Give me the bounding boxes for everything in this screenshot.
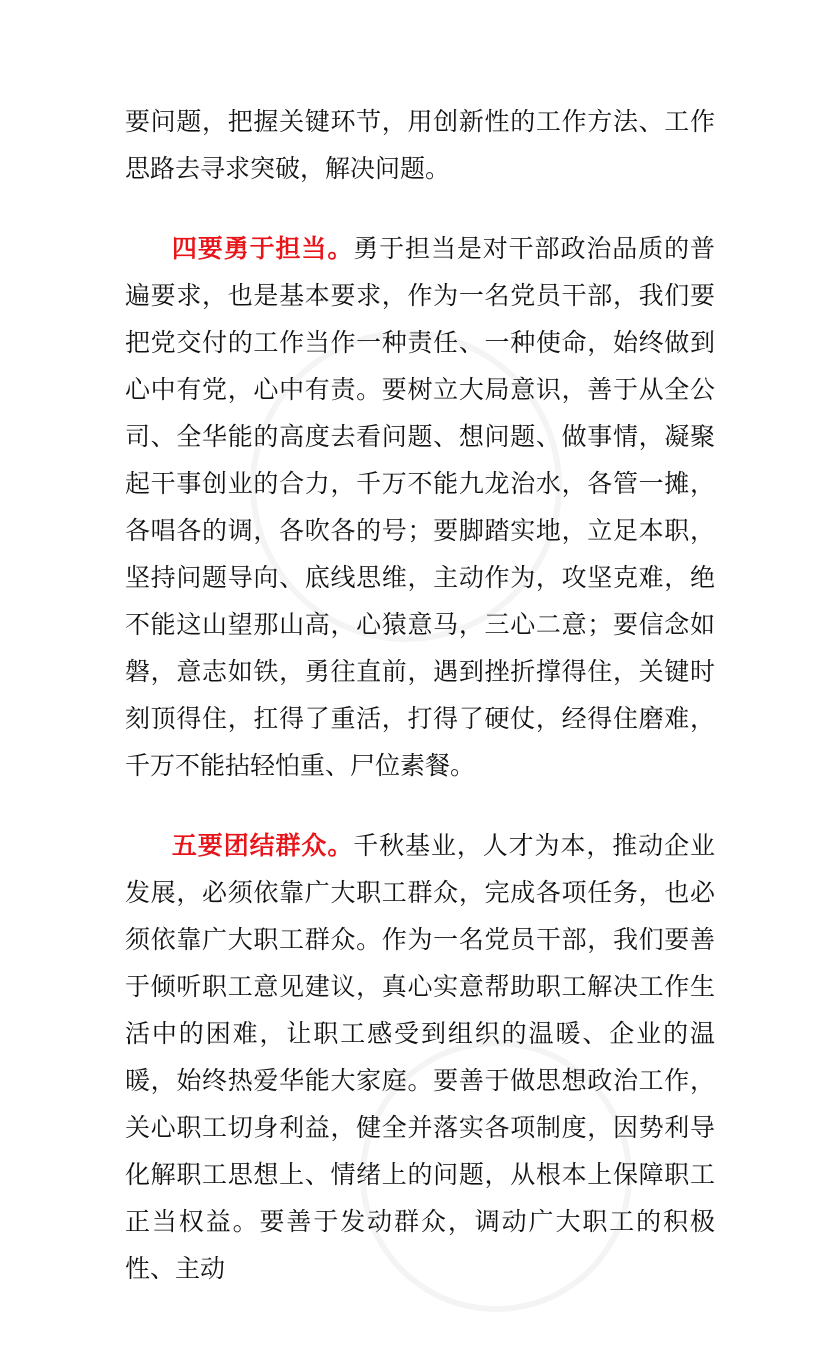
document-body	[125, 98, 715, 1292]
paragraph-text: 要问题，把握关键环节，用创新性的工作方法、工作思路去寻求突破，解决问题。	[125, 107, 715, 183]
paragraph-section-4	[125, 225, 715, 789]
section-heading: 四要勇于担当。	[171, 234, 354, 263]
paragraph-continuation	[125, 98, 715, 192]
section-body: 勇于担当是对干部政治品质的普遍要求，也是基本要求，作为一名党员干部，我们要把党交付的工作当作一种责任、一种使命，始终做到心中有党，心中有责。要树立大局意识，善于从全公司、全华能的高度去看问题、想问题、做事情，凝聚起干事创业的合力，千万不能九龙治水，各管一摊，各唱各的调，各吹各的号；要脚踏实地，立足本职，坚持问题导向、底线思维，主动作为，攻坚克难，绝不能这山望那山高，心猿意马，三心二意；要信念如磐，意志如铁，勇往直前，遇到挫折撑得住，关键时刻顶得住，扛得了重活，打得了硬仗，经得住磨难，千万不能拈轻怕重、尸位素餐。	[125, 234, 715, 780]
section-heading: 五要团结群众。	[171, 831, 354, 860]
section-body: 千秋基业，人才为本，推动企业发展，必须依靠广大职工群众，完成各项任务，也必须依靠广大职工群众。作为一名党员干部，我们要善于倾听职工意见建议，真心实意帮助职工解决工作生活中的困难，让职工感受到组织的温暖、企业的温暖，始终热爱华能大家庭。要善于做思想政治工作，关心职工切身利益，健全并落实各项制度，因势利导化解职工思想上、情绪上的问题，从根本上保障职工正当权益。要善于发动群众，调动广大职工的积极性、主动	[125, 831, 715, 1283]
paragraph-section-5	[125, 822, 715, 1292]
